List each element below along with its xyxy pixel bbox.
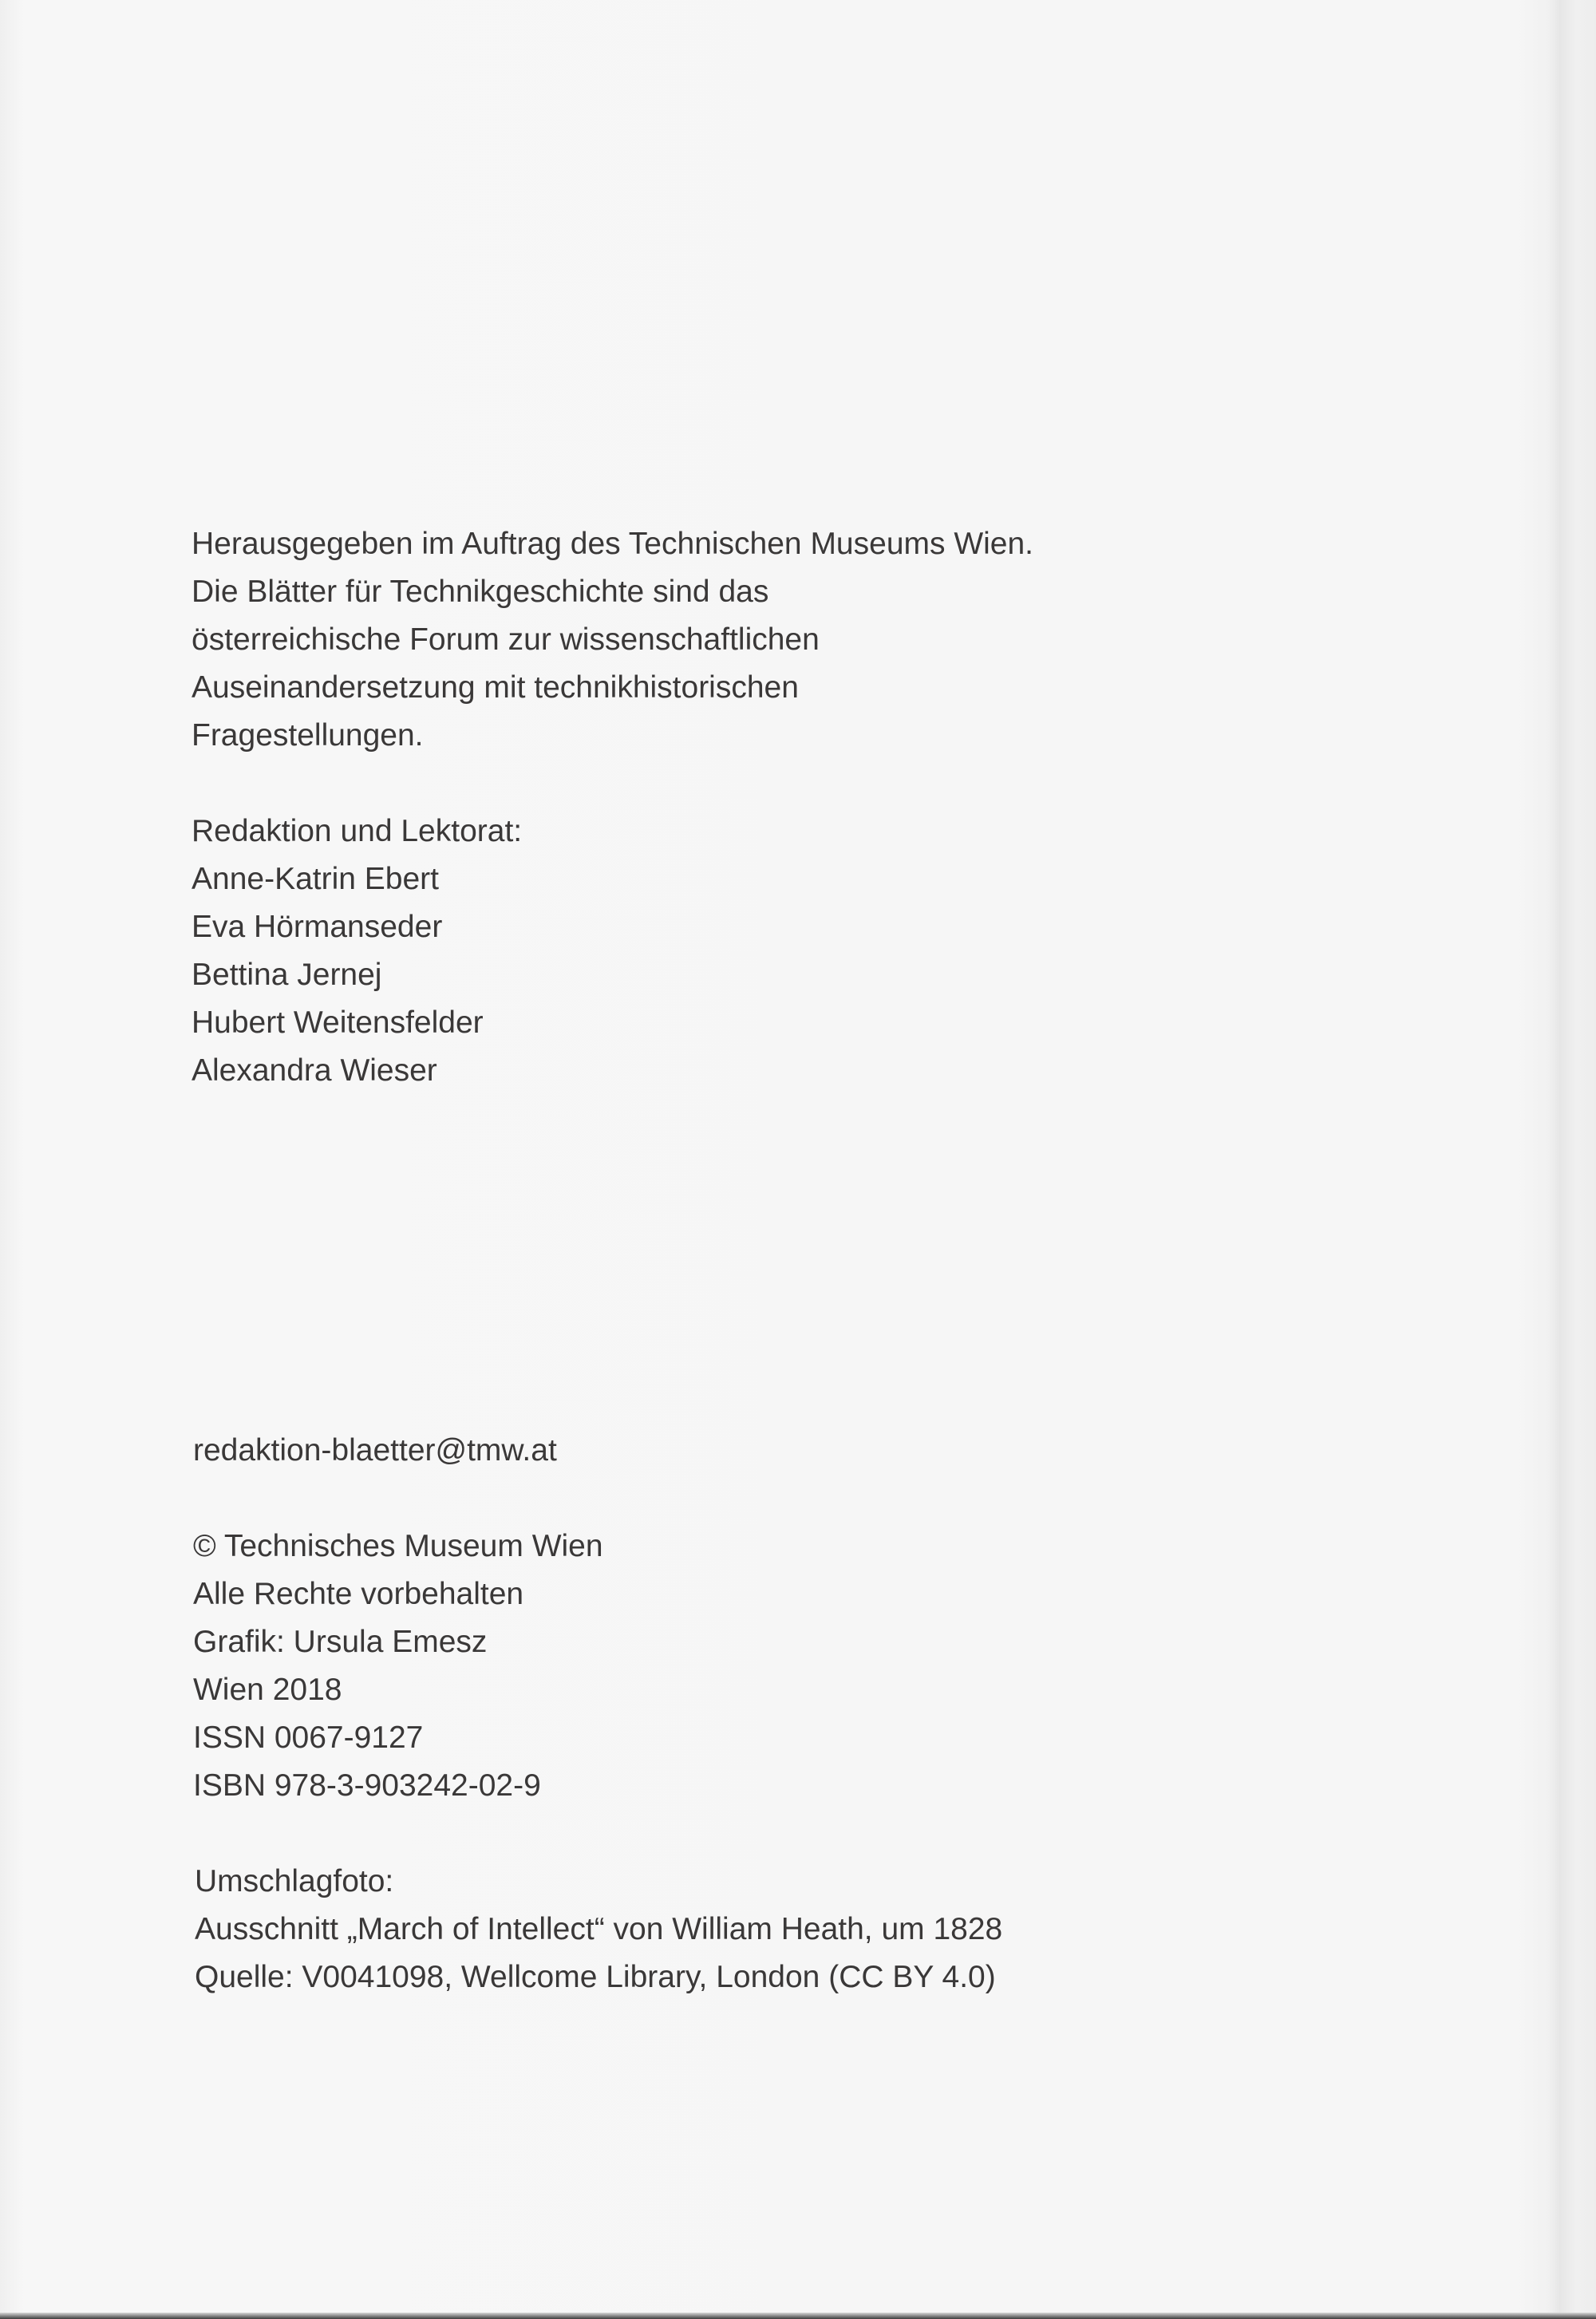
- editor-name: Hubert Weitensfelder: [192, 1005, 484, 1040]
- issn: ISSN 0067-9127: [193, 1720, 424, 1755]
- editor-name: Anne-Katrin Ebert: [192, 862, 440, 896]
- imprint-block: [193, 1523, 603, 1810]
- cover-photo-credit: [195, 1858, 1002, 2001]
- editorial-heading: Redaktion und Lektorat:: [192, 814, 523, 848]
- intro-line: Die Blätter für Technikgeschichte sind das: [192, 575, 769, 609]
- cover-photo-heading: Umschlagfoto:: [195, 1864, 394, 1898]
- contact-email: redaktion-blaetter@tmw.at: [193, 1433, 557, 1468]
- isbn: ISBN 978-3-903242-02-9: [193, 1768, 541, 1803]
- editor-name: Bettina Jernej: [192, 958, 382, 992]
- editor-name: Eva Hörmanseder: [192, 910, 443, 944]
- intro-line: österreichische Forum zur wissenschaftlichen: [192, 622, 820, 657]
- place-year: Wien 2018: [193, 1673, 342, 1707]
- editor-name: Alexandra Wieser: [192, 1053, 437, 1088]
- copyright-line: © Technisches Museum Wien: [193, 1529, 603, 1563]
- intro-line: Auseinandersetzung mit technikhistorischen: [192, 670, 799, 705]
- publisher-statement: [192, 520, 1033, 760]
- page-bottom-edge: [0, 2313, 1596, 2319]
- intro-line: Herausgegeben im Auftrag des Technischen Museums Wien.: [192, 527, 1034, 561]
- cover-photo-caption: Ausschnitt „March of Intellect“ von William Heath, um 1828: [195, 1912, 1003, 1946]
- rights-line: Alle Rechte vorbehalten: [193, 1577, 524, 1611]
- contact-block: [193, 1427, 557, 1475]
- cover-photo-source: Quelle: V0041098, Wellcome Library, London (CC BY 4.0): [195, 1960, 996, 1994]
- editorial-team: [192, 808, 522, 1095]
- graphics-credit: Grafik: Ursula Emesz: [193, 1625, 488, 1659]
- intro-line: Fragestellungen.: [192, 718, 424, 753]
